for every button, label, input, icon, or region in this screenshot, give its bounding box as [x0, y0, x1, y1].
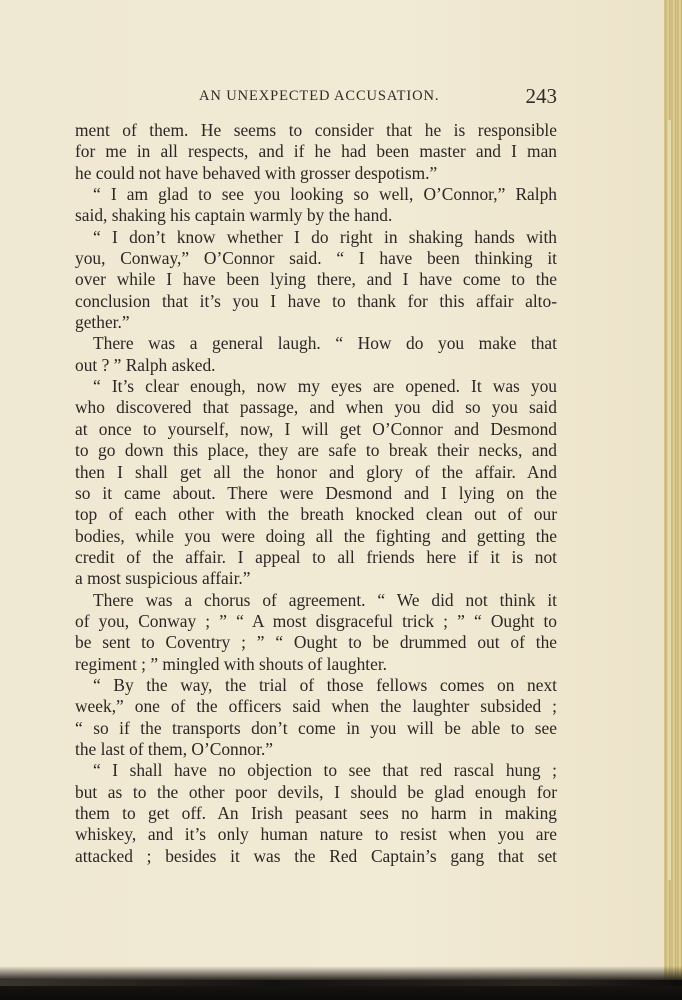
text-line: a most suspicious affair.” — [75, 568, 251, 589]
text-line: he could not have behaved with grosser despotism.” — [75, 162, 438, 183]
text-line: credit of the affair. I appeal to all friends here if it is not — [75, 546, 557, 567]
text-line: “ I shall have no objection to see that red rascal hung ; — [93, 760, 557, 781]
text-line: “ I don’t know whether I do right in shaking hands with — [93, 226, 557, 247]
text-line: for me in all respects, and if he had been master and I man — [75, 141, 557, 162]
page-edge — [664, 0, 682, 1000]
text-line: “ It’s clear enough, now my eyes are opened. It was you — [93, 376, 557, 397]
text-line: be sent to Coventry ; ” “ Ought to be drummed out of the — [75, 632, 557, 653]
text-line: so it came about. There were Desmond and I lying on the — [75, 482, 557, 503]
text-line: said, shaking his captain warmly by the hand. — [75, 205, 393, 226]
text-line: bodies, while you were doing all the fighting and getting the — [75, 525, 557, 546]
text-line: the last of them, O’Connor.” — [75, 738, 274, 759]
text-line: to go down this place, they are safe to break their necks, and — [75, 440, 557, 461]
text-line: gether.” — [75, 312, 130, 333]
text-line: out ? ” Ralph asked. — [75, 354, 216, 375]
body-text — [75, 120, 557, 867]
text-line: top of each other with the breath knocked clean out of our — [75, 504, 557, 525]
text-line: There was a general laugh. “ How do you make that — [93, 333, 557, 354]
text-line: whiskey, and it’s only human nature to resist when you are — [75, 824, 557, 845]
text-line: ment of them. He seems to consider that he is responsible — [75, 120, 557, 140]
text-line: you, Conway,” O’Connor said. “ I have been thinking it — [75, 248, 557, 269]
text-line: them to get off. An Irish peasant sees no harm in making — [75, 803, 557, 823]
bottom-shadow — [0, 966, 682, 1000]
text-line: week,” one of the officers said when the laughter subsided ; — [75, 696, 557, 717]
text-line: then I shall get all the honor and glory of the affair. And — [75, 461, 557, 482]
text-line: There was a chorus of agreement. “ We did not think it — [93, 589, 557, 610]
text-line: who discovered that passage, and when you did so you said — [75, 397, 557, 418]
text-line: at once to yourself, now, I will get O’Connor and Desmond — [75, 418, 557, 439]
text-line: attacked ; besides it was the Red Captain’s gang that set — [75, 845, 557, 866]
text-line: “ By the way, the trial of those fellows comes on next — [93, 674, 557, 695]
text-line: over while I have been lying there, and I have come to the — [75, 269, 557, 290]
text-line: “ I am glad to see you looking so well, O’Connor,” Ralph — [93, 184, 557, 205]
text-line: regiment ; ” mingled with shouts of laughter. — [75, 653, 388, 674]
running-title: AN UNEXPECTED ACCUSATION. — [199, 88, 440, 104]
text-line: but as to the other poor devils, I should be glad enough for — [75, 781, 557, 802]
page-header — [75, 84, 557, 114]
text-line: “ so if the transports don’t come in you will be able to see — [75, 717, 557, 738]
text-line: conclusion that it’s you I have to thank for this affair alto- — [75, 290, 557, 311]
page-number: 243 — [525, 84, 557, 108]
text-line: of you, Conway ; ” “ A most disgraceful trick ; ” “ Ought to — [75, 610, 557, 631]
